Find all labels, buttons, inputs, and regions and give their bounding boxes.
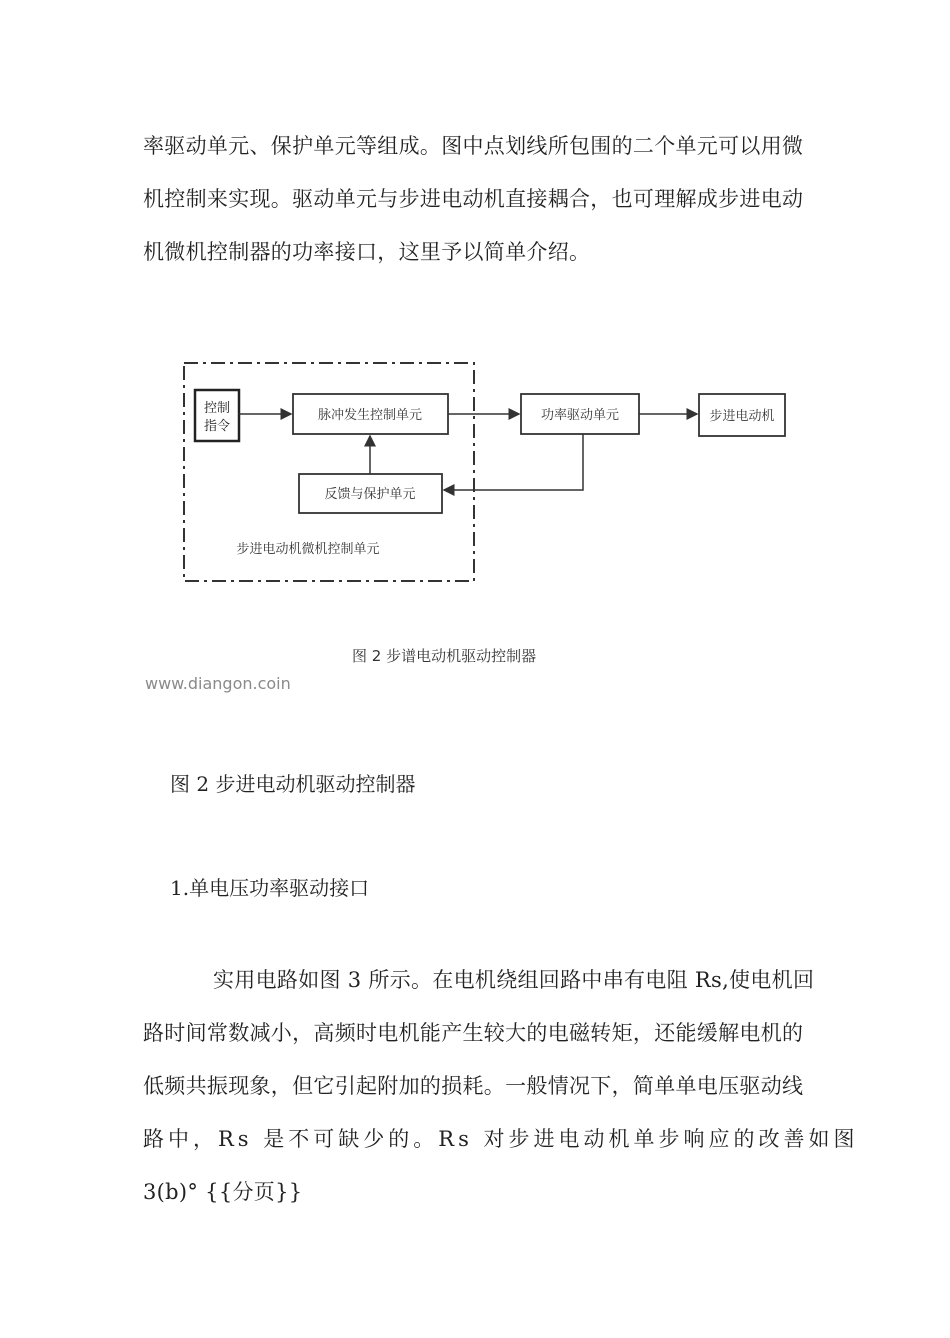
intro-line-2: 机控制来实现。驱动单元与步进电动机直接耦合，也可理解成步进电动 — [143, 187, 804, 211]
body-line-2: 路时间常数减小，高频时电机能产生较大的电磁转矩，还能缓解电机的 — [143, 1021, 804, 1045]
control-command-line2: 指令 — [203, 419, 231, 434]
intro-line-3: 机微机控制器的功率接口，这里予以简单介绍。 — [143, 240, 591, 264]
intro-line-1: 率驱动单元、保护单元等组成。图中点划线所包围的二个单元可以用微 — [143, 134, 804, 158]
body-line-3: 低频共振现象，但它引起附加的损耗。一般情况下，简单单电压驱动线 — [143, 1074, 804, 1098]
power-driver-label: 功率驱动单元 — [540, 408, 620, 423]
watermark-text: www.diangon.coin — [145, 674, 291, 693]
stepper-motor-label: 步进电动机 — [709, 409, 775, 424]
micro-unit-label: 步进电动机微机控制单元 — [236, 542, 380, 557]
figure-caption-image: 图 2 步谱电动机驱动控制器 — [352, 647, 537, 665]
control-command-box — [195, 390, 239, 441]
body-line-1: 实用电路如图 3 所示。在电机绕组回路中串有电阻 Rs,使电机回 — [213, 968, 815, 992]
intro-paragraph — [143, 128, 808, 270]
figure-caption: 图 2 步进电动机驱动控制器 — [170, 772, 416, 796]
body-paragraph — [143, 962, 859, 1210]
control-command-line1: 控制 — [203, 401, 231, 416]
stepper-motor-box — [699, 394, 785, 436]
section-heading: 1.单电压功率驱动接口 — [170, 876, 370, 900]
power-driver-box — [521, 394, 639, 434]
body-line-4: 路中，Rs 是不可缺少的。Rs 对步进电动机单步响应的改善如图 — [143, 1127, 859, 1151]
pulse-generator-label: 脉冲发生控制单元 — [317, 408, 423, 423]
pulse-generator-box — [293, 394, 448, 434]
feedback-protection-box — [299, 474, 442, 513]
feedback-protection-label: 反馈与保护单元 — [324, 487, 416, 502]
body-line-5: 3(b)° {{分页}} — [143, 1180, 303, 1204]
arrow-power-to-feedback — [444, 434, 583, 490]
motor-drive-diagram — [178, 357, 793, 587]
